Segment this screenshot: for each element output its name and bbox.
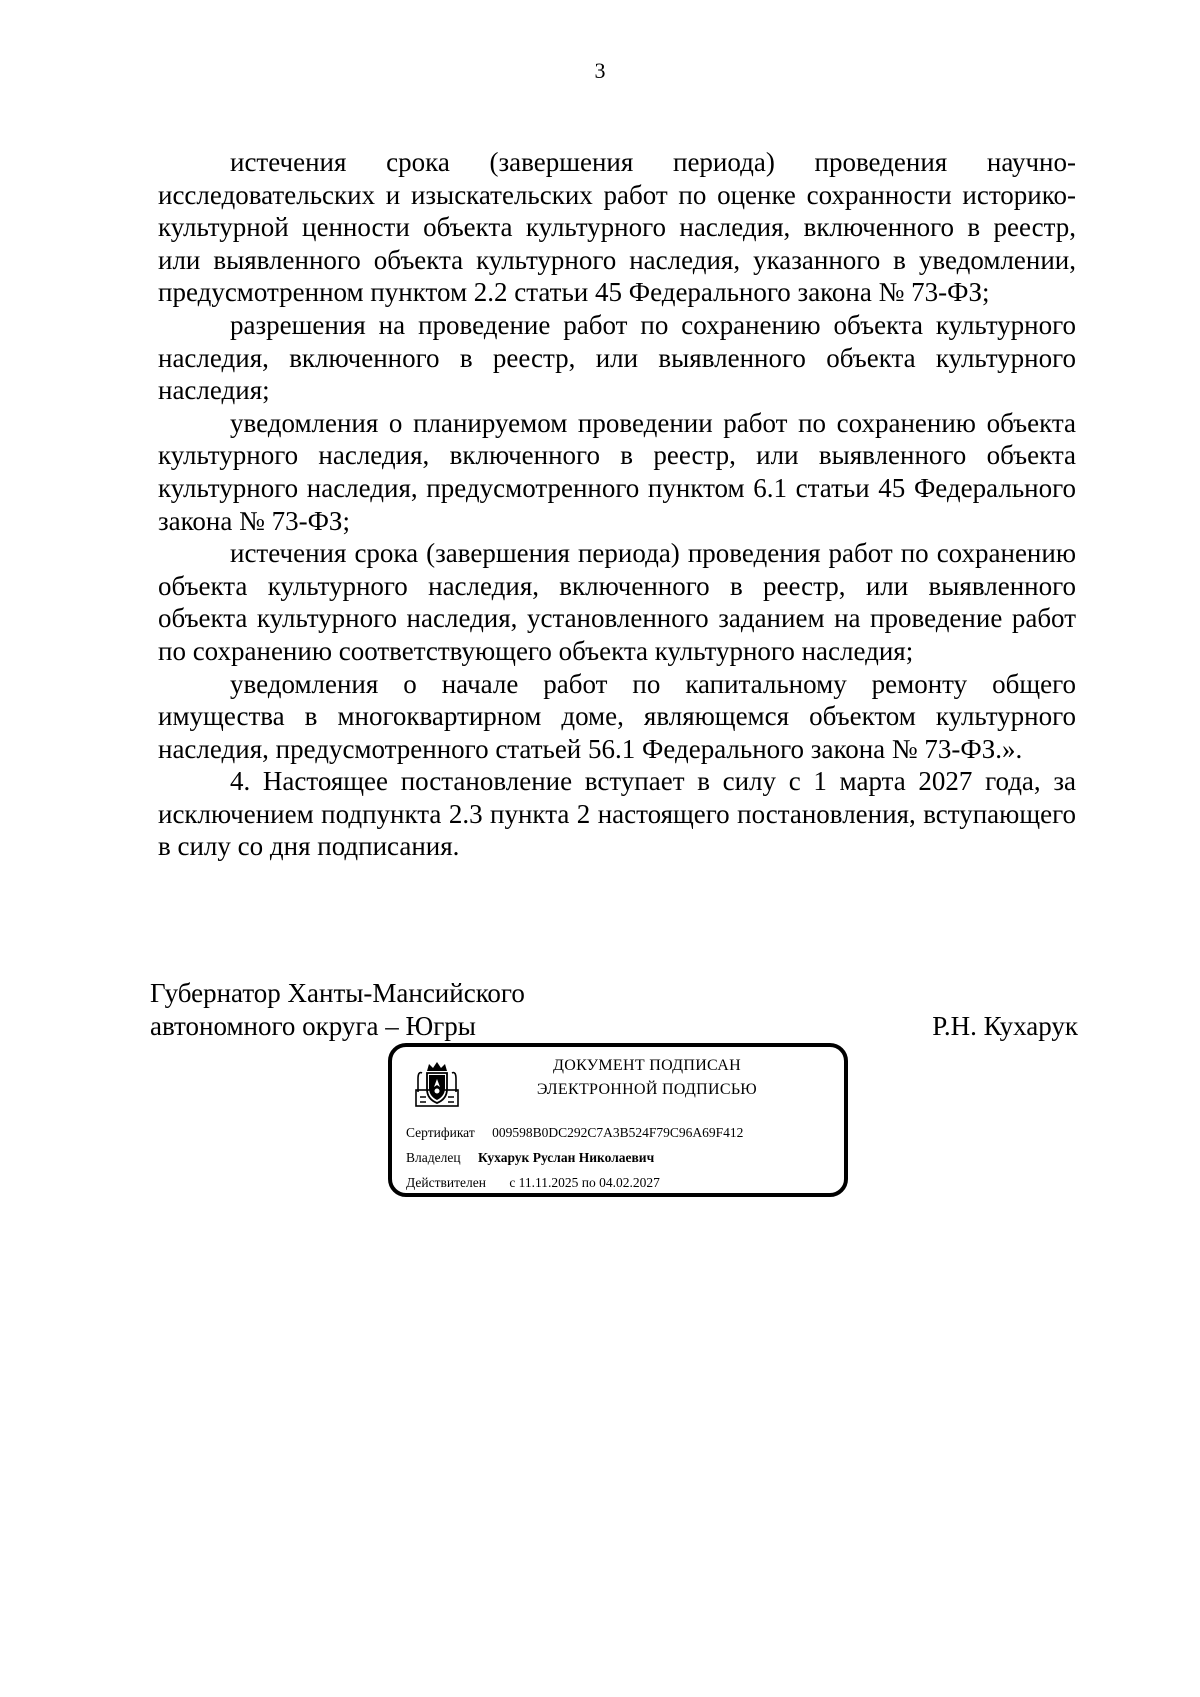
signer-title-line2: автономного округа – Югры xyxy=(150,1010,476,1041)
paragraph-works-period: истечения срока (завершения периода) проведения работ по сохранению объекта культурного наследия, включенного в реестр, или выявленного объекта культурного наследия, установленного заданием на проведение работ по сохранению соответствующего объекта культурного наследия; xyxy=(158,538,1076,666)
valid-value: с 11.11.2025 по 04.02.2027 xyxy=(509,1175,660,1190)
certificate-value: 009598B0DC292C7A3B524F79C96A69F412 xyxy=(492,1125,744,1140)
owner-value: Кухарук Руслан Николаевич xyxy=(477,1150,655,1165)
paragraph-planned-works-notice: уведомления о планируемом проведении работ по сохранению объекта культурного наследия, включенного в реестр, или выявленного объекта культурного наследия, предусмотренного пунктом 6.1 статьи 45 Федерального закона № 73-ФЗ; xyxy=(158,407,1076,536)
paragraph-research-period: истечения срока (завершения периода) проведения научно-исследовательских и изыскательских работ по оценке сохранности историко-культурной ценности объекта культурного наследия, включенного в реестр, или выявленного объекта культурного наследия, указанного в уведомлении, предусмотренном пунктом 2.2 статьи 45 Федерального закона № 73-ФЗ; xyxy=(158,147,1076,308)
document-body xyxy=(158,146,1076,863)
page-number: 3 xyxy=(594,58,606,83)
paragraph-capital-repair-notice: уведомления о начале работ по капитальному ремонту общего имущества в многоквартирном доме, являющемся объектом культурного наследия, предусмотренного статьей 56.1 Федерального закона № 73-ФЗ.». xyxy=(158,668,1076,764)
valid-label: Действителен xyxy=(406,1175,486,1190)
paragraph-works-permit: разрешения на проведение работ по сохранению объекта культурного наследия, включенного в реестр, или выявленного объекта культурного наследия; xyxy=(158,309,1076,406)
owner-label: Владелец xyxy=(406,1150,461,1165)
stamp-certificate-row xyxy=(406,1125,743,1141)
paragraph-effective-date: 4. Настоящее постановление вступает в силу с 1 марта 2027 года, за исключением подпункта 2.3 пункта 2 настоящего постановления, вступающего в силу со дня подписания. xyxy=(158,766,1076,862)
stamp-validity-row xyxy=(406,1175,660,1191)
certificate-label: Сертификат xyxy=(406,1125,475,1140)
electronic-signature-stamp xyxy=(388,1043,848,1197)
signature-block xyxy=(150,977,1078,1042)
signer-title-line1: Губернатор Ханты-Мансийского xyxy=(150,978,525,1008)
signer-name: Р.Н. Кухарук xyxy=(932,1010,1078,1041)
stamp-heading-line2: ЭЛЕКТРОННОЙ ПОДПИСЬЮ xyxy=(536,1081,758,1098)
coat-of-arms-icon xyxy=(412,1059,462,1109)
stamp-owner-row xyxy=(406,1150,654,1166)
stamp-heading-line1: ДОКУМЕНТ ПОДПИСАН xyxy=(553,1057,741,1074)
